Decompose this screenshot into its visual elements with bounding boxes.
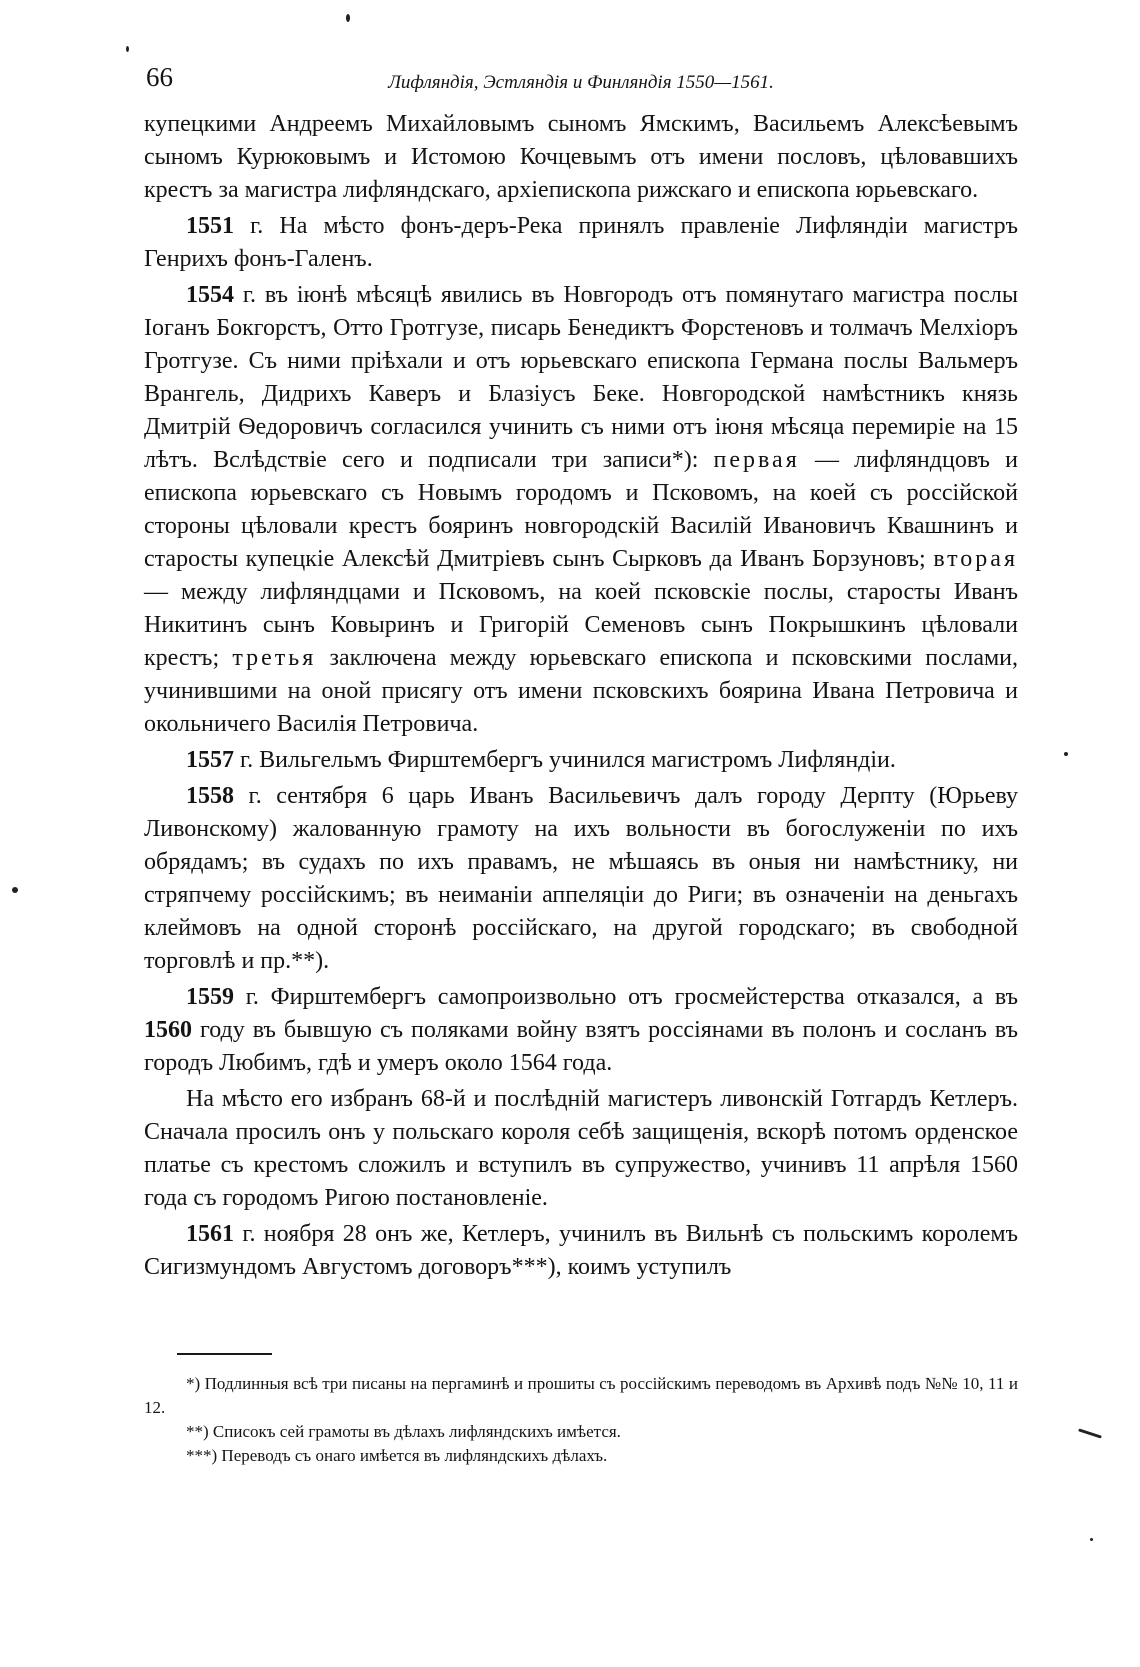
paragraph-text: г. ноября 28 онъ же, Кетлеръ, учинилъ въ Вильнѣ съ польскимъ королемъ Сигизмундомъ Августомъ договоръ***), коимъ уступилъ xyxy=(144,1221,1018,1280)
footnote-1: *) Подлинныя всѣ три писаны на пергаминѣ и прошиты съ россійскимъ переводомъ въ Архивѣ подъ №№ 10, 11 и 12. xyxy=(144,1374,1018,1417)
paragraph-text: — между лифляндцами и Псковомъ, на коей псковскіе послы, старосты Иванъ Никитинъ сынъ Ковыринъ и Григорій Семеновъ сынъ Покрышкинъ цѣловали крестъ; xyxy=(144,579,1018,671)
scan-speck xyxy=(1078,1428,1102,1438)
footnote-2: **) Списокъ сей грамоты въ дѣлахъ лифляндскихъ имѣется. xyxy=(186,1422,621,1441)
paragraph-text: г. Фирштембергъ самопроизвольно отъ гросмейстерства отказался, а въ xyxy=(234,984,1018,1010)
year-label: 1554 xyxy=(186,282,234,308)
paragraph-1561 xyxy=(144,1218,1018,1284)
paragraph-text: г. Вильгельмъ Фирштембергъ учинился магистромъ Лифляндіи. xyxy=(234,747,896,773)
spaced-word: первая xyxy=(713,447,800,473)
scan-speck xyxy=(126,46,129,52)
paragraph-text: заключена между юрьевскаго епископа и псковскими послами, учинившими на оной присягу отъ имени псковскихъ боярина Ивана Петровича и окольничего Василія Петровича. xyxy=(144,645,1018,737)
spaced-word: вторая xyxy=(933,546,1018,572)
running-title: Лифляндія, Эстляндія и Финляндія 1550—1561. xyxy=(388,72,774,93)
year-label: 1561 xyxy=(186,1221,234,1247)
page-number: 66 xyxy=(146,62,173,92)
paragraph-text: г. сентября 6 царь Иванъ Васильевичъ далъ городу Дерпту (Юрьеву Ливонскому) жалованную грамоту на ихъ вольности въ богослуженіи по ихъ обрядамъ; въ судахъ по ихъ правамъ, не мѣшаясь въ оныя ни намѣстнику, ни стряпчему россійскимъ; въ неиманіи аппеляціи до Риги; въ означеніи на деньгахъ клеймовъ на одной сторонѣ россійскаго, на другой городскаго; въ свободной торговлѣ и пр.**). xyxy=(144,783,1018,974)
paragraph-1554 xyxy=(144,279,1018,741)
scan-speck xyxy=(346,14,350,22)
year-label: 1560 xyxy=(144,1017,192,1043)
paragraph-text: — лифляндцовъ и епископа юрьевскаго съ Новымъ городомъ и Псковомъ, на коей съ россійской стороны цѣловали крестъ бояринъ новгородскій Василій Ивановичъ Квашнинъ и старосты купецкіе Алексѣй Дмитріевъ сынъ Сырковъ да Иванъ Борзуновъ; xyxy=(144,447,1018,572)
paragraph-1558 xyxy=(144,780,1018,978)
footnote-divider xyxy=(177,1353,272,1355)
scan-speck xyxy=(12,887,18,893)
spaced-word: третья xyxy=(232,645,317,671)
paragraph-text: купецкими Андреемъ Михайловымъ сыномъ Ямскимъ, Васильемъ Алексѣевымъ сыномъ Курюковымъ и Истомою Кочцевымъ отъ имени пословъ, цѣловавшихъ крестъ за магистра лифляндскаго, архіепископа рижскаго и епископа юрьевскаго. xyxy=(144,111,1018,203)
paragraph-1551 xyxy=(144,210,1018,276)
paragraph-text: г. На мѣсто фонъ-деръ-Река принялъ правленіе Лифляндіи магистръ Генрихъ фонъ-Галенъ. xyxy=(144,213,1018,272)
footnotes xyxy=(144,1372,1018,1468)
year-label: 1558 xyxy=(186,783,234,809)
year-label: 1551 xyxy=(186,213,234,239)
paragraph-1 xyxy=(144,108,1018,207)
scan-speck xyxy=(1064,752,1068,756)
year-label: 1559 xyxy=(186,984,234,1010)
paragraph-text: На мѣсто его избранъ 68-й и послѣдній магистеръ ливонскій Готгардъ Кетлеръ. Сначала просилъ онъ у польскаго короля себѣ защищенія, вскорѣ потомъ орденское платье съ крестомъ сложилъ и вступилъ въ супружество, учинивъ 11 апрѣля 1560 года съ городомъ Ригою постановленіе. xyxy=(144,1086,1018,1211)
body-text xyxy=(144,108,1018,1284)
paragraph-kettler xyxy=(144,1083,1018,1215)
paragraph-1557 xyxy=(144,744,1018,777)
page-header xyxy=(146,60,1016,100)
paragraph-text: году въ бывшую съ поляками войну взятъ россіянами въ полонъ и сосланъ въ городъ Любимъ, гдѣ и умеръ около 1564 года. xyxy=(144,1017,1018,1076)
year-label: 1557 xyxy=(186,747,234,773)
paragraph-1559 xyxy=(144,981,1018,1080)
footnote-3: ***) Переводъ съ онаго имѣется въ лифляндскихъ дѣлахъ. xyxy=(186,1446,608,1465)
scan-speck xyxy=(1090,1538,1093,1541)
paragraph-text: г. въ іюнѣ мѣсяцѣ явились въ Новгородъ отъ помянутаго магистра послы Іоганъ Бокгорстъ, Отто Гротгузе, писарь Бенедиктъ Форстеновъ и толмачъ Мелхіоръ Гротгузе. Съ ними пріѣхали и отъ юрьевскаго епископа Германа послы Вальмеръ Врангель, Дидрихъ Каверъ и Блазіусъ Беке. Новгородской намѣстникъ князь Дмитрій Ѳедоровичъ согласился учинить съ ними отъ іюня мѣсяца перемиріе на 15 лѣтъ. Вслѣдствіе сего и подписали три записи*): xyxy=(144,282,1018,473)
